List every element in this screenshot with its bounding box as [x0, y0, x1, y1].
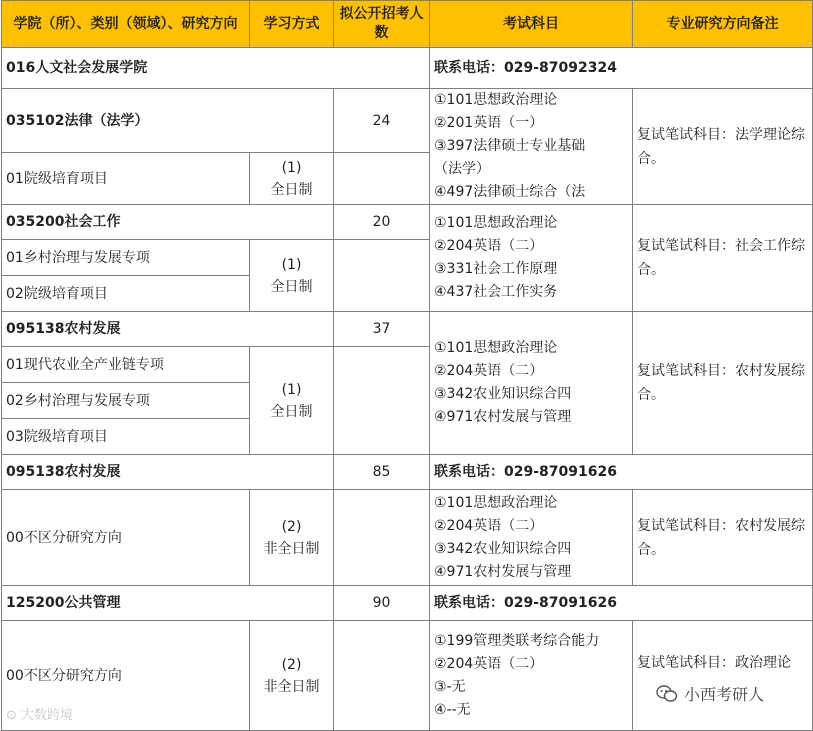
direction-name: 02院级培育项目: [2, 276, 250, 312]
subject-item: ①199管理类联考综合能力: [434, 632, 600, 649]
subject-item: ①101思想政治理论: [434, 92, 558, 108]
exam-subjects-rural-fulltime: [430, 312, 633, 455]
direction-name: 01院级培育项目: [2, 153, 250, 205]
header-row: [2, 1, 813, 48]
subject-item: ①101思想政治理论: [434, 340, 558, 356]
note-rural-fulltime: 复试笔试科目：农村发展综合。: [633, 312, 813, 455]
watermark-left-text: 大数跨境: [21, 708, 74, 723]
header-quota: 拟公开招考人数: [334, 1, 430, 48]
school-contact: 联系电话：029-87092324: [430, 48, 813, 89]
direction-row: [2, 621, 813, 731]
header-study-mode: 学习方式: [250, 1, 334, 48]
subject-item: ④--无: [434, 701, 471, 718]
quota-empty: [334, 240, 430, 312]
header-notes: 专业研究方向备注: [633, 1, 813, 48]
program-contact: 联系电话：029-87091626: [430, 455, 813, 490]
subject-item: ③397法律硕士专业基础: [434, 138, 586, 154]
subject-item: ③-无: [434, 678, 466, 695]
school-row: [2, 48, 813, 89]
direction-name: 02乡村治理与发展专项: [2, 383, 250, 419]
program-row-mpa: [2, 586, 813, 621]
study-mode: (2) 非全日制: [250, 490, 334, 586]
subject-item: ②204英语（二）: [434, 655, 544, 672]
subject-item: ④497法律硕士综合（法: [434, 184, 586, 200]
watermark-left: [6, 704, 73, 723]
program-quota: 37: [334, 312, 430, 347]
program-quota: 90: [334, 586, 430, 621]
study-mode: (1) 全日制: [250, 153, 334, 205]
header-school: 学院（所）、类别（领域）、研究方向: [2, 1, 250, 48]
program-name: 095138农村发展: [2, 455, 334, 490]
program-quota: 24: [334, 89, 430, 153]
study-mode: (1) 全日制: [250, 347, 334, 455]
exam-subjects-rural-parttime: [430, 490, 633, 586]
direction-name: 00不区分研究方向: [2, 490, 250, 586]
exam-subjects-law: [430, 89, 633, 205]
subject-item: ②204英语（二）: [434, 517, 544, 534]
subject-item: ③342农业知识综合四: [434, 540, 572, 557]
program-contact: 联系电话：029-87091626: [430, 586, 813, 621]
program-quota: 20: [334, 205, 430, 240]
subject-item: ②204英语（二）: [434, 238, 544, 254]
subject-item: ②204英语（二）: [434, 363, 544, 379]
quota-empty: [334, 621, 430, 731]
direction-name: 03院级培育项目: [2, 419, 250, 455]
direction-name: 01乡村治理与发展专项: [2, 240, 250, 276]
quota-empty: [334, 347, 430, 455]
subject-item: ③331社会工作原理: [434, 261, 558, 277]
subject-item: （法学）: [434, 161, 490, 177]
program-row-social-work: [2, 205, 813, 240]
program-row-rural-fulltime: [2, 312, 813, 347]
program-name: 125200公共管理: [2, 586, 334, 621]
note-social-work: 复试笔试科目：社会工作综合。: [633, 205, 813, 312]
program-row-rural-parttime: [2, 455, 813, 490]
watermark-logo-icon: ⊙: [6, 708, 17, 723]
subject-item: ④971农村发展与管理: [434, 563, 572, 580]
quota-empty: [334, 153, 430, 205]
quota-empty: [334, 490, 430, 586]
direction-name: 00不区分研究方向: [2, 621, 250, 731]
admissions-table: [1, 0, 813, 731]
subject-item: ①101思想政治理论: [434, 215, 558, 231]
subject-item: ①101思想政治理论: [434, 494, 558, 511]
program-quota: 85: [334, 455, 430, 490]
exam-subjects-social-work: [430, 205, 633, 312]
program-name: 095138农村发展: [2, 312, 334, 347]
note-rural-parttime: 复试笔试科目：农村发展综合。: [633, 490, 813, 586]
wechat-icon: [656, 685, 678, 703]
program-row-law: [2, 89, 813, 153]
note-law: 复试笔试科目：法学理论综合。: [633, 89, 813, 205]
subject-item: ②201英语（一）: [434, 115, 544, 131]
header-subjects: 考试科目: [430, 1, 633, 48]
subject-item: ④971农村发展与管理: [434, 409, 572, 425]
watermark-right: [656, 682, 764, 705]
study-mode: (2) 非全日制: [250, 621, 334, 731]
subject-item: ③342农业知识综合四: [434, 386, 572, 402]
program-name: 035102法律（法学）: [2, 89, 334, 153]
program-name: 035200社会工作: [2, 205, 334, 240]
note-mpa: 复试笔试科目：政治理论: [633, 621, 813, 731]
study-mode: (1) 全日制: [250, 240, 334, 312]
direction-row: [2, 490, 813, 586]
subject-item: ④437社会工作实务: [434, 284, 558, 300]
watermark-right-text: 小西考研人: [684, 685, 765, 704]
exam-subjects-mpa: [430, 621, 633, 731]
school-name: 016人文社会发展学院: [2, 48, 430, 89]
direction-name: 01现代农业全产业链专项: [2, 347, 250, 383]
